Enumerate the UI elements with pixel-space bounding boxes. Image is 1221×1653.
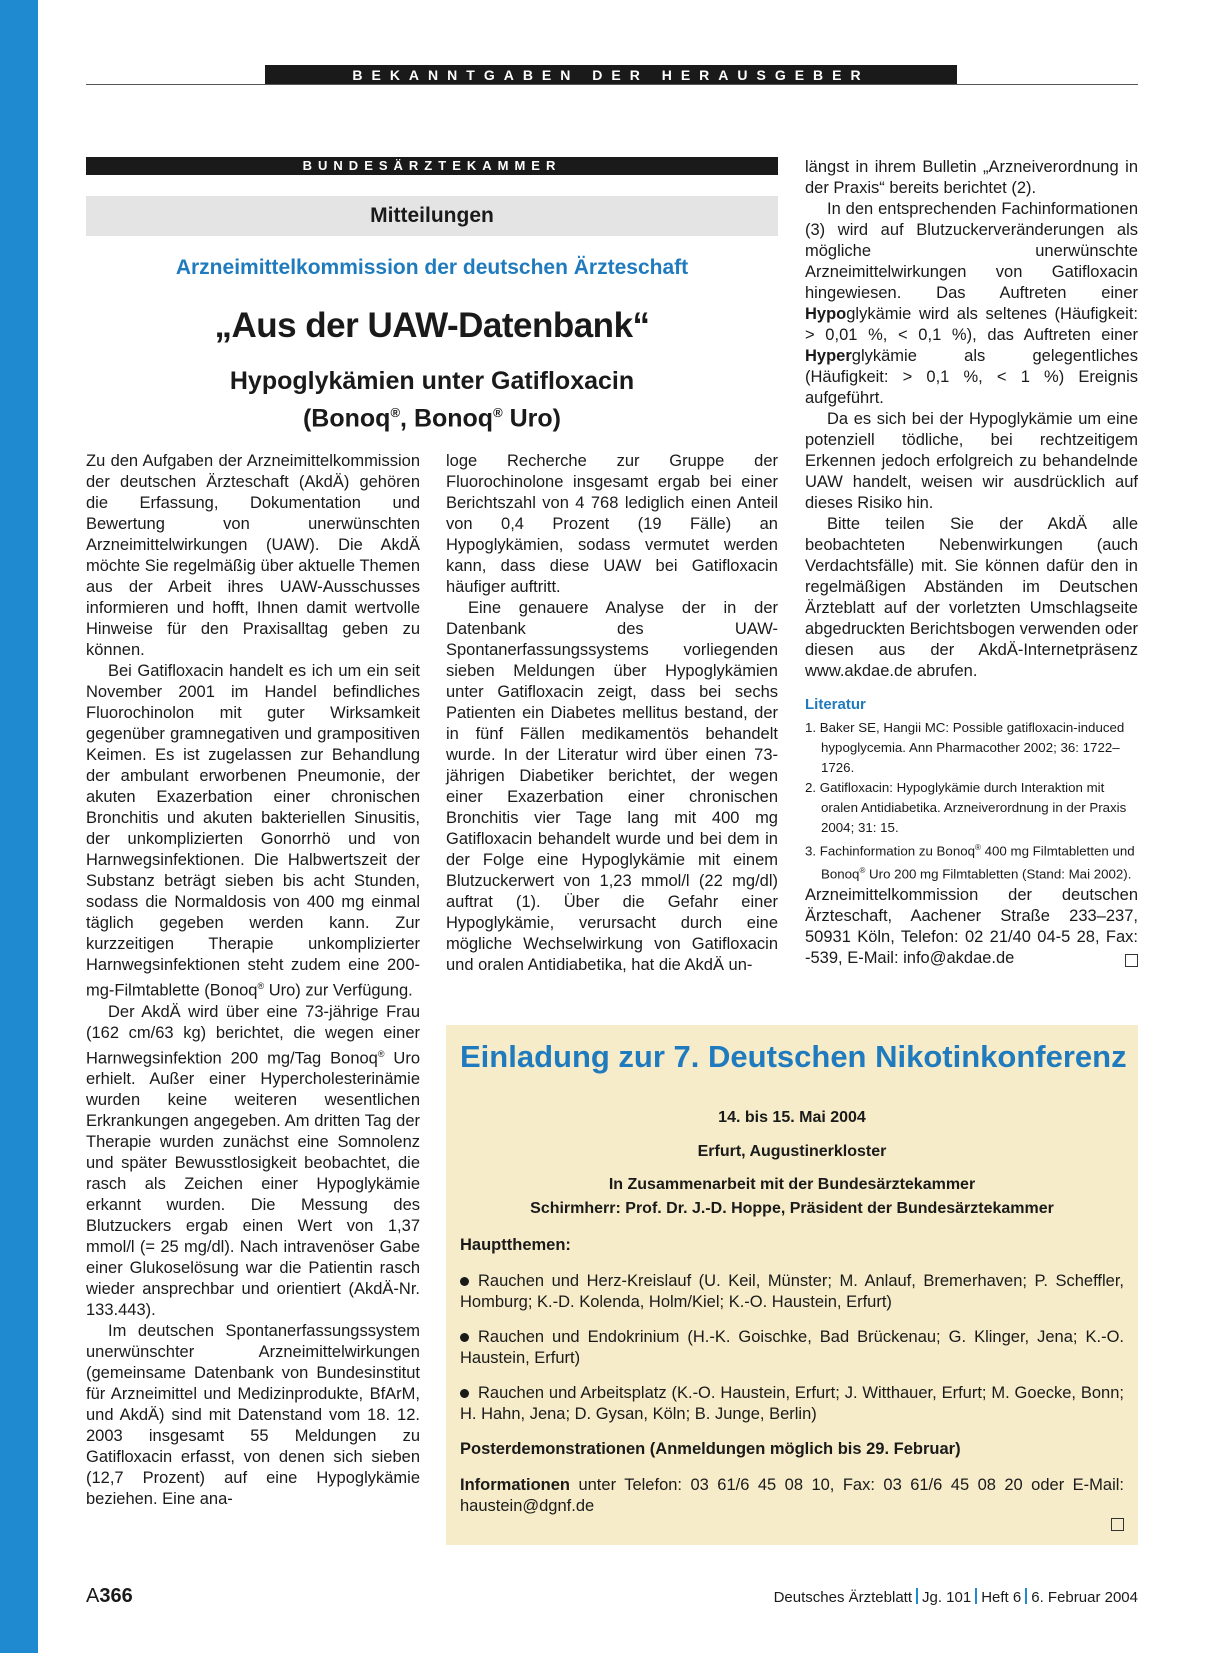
end-mark-icon xyxy=(1111,1518,1124,1531)
paragraph: Da es sich bei der Hypoglykämie um eine potenziell tödliche, bei rechtzeitigem Erkennen jedoch erfolgreich zu behandelnde UAW handelt, weisen wir ausdrücklich auf dieses Risiko hin. xyxy=(805,410,1138,512)
body-column-3 xyxy=(805,157,1138,969)
bullet-icon xyxy=(460,1277,469,1286)
conference-place: Erfurt, Augustinerkloster xyxy=(697,1143,887,1160)
theme-item: Rauchen und Endokrinium (H.-K. Goischke, Bad Brückenau; G. Klinger, Jena; K.-O. Haustein, Erfurt) xyxy=(460,1328,1124,1367)
journal-footer: Deutsches Ärzteblatt Jg. 101 Heft 6 6. Februar 2004 xyxy=(773,1589,1138,1606)
paragraph: Eine genauere Analyse der in der Datenbank des UAW-Spontanerfassungssystems vorliegenden sieben Meldungen über Hypoglykämien unter Gatifloxacin zeigt, dass bei sechs Patienten ein Diabetes mellitus bestand, der in fünf Fällen medikamentös behandelt wurde. In der Literatur wird über einen 73-jährigen Diabetiker berichtet, der wegen einer Exazerbation einer chronischen Bronchitis vier Tage lang mit 400 mg Gatifloxacin behandelt wurde und bei dem in der Folge eine Hypoglykämie mit einem Blutzuckerwert von 1,23 mmol/l (22 mg/dl) auftrat (1). Über die Gefahr einer Hypoglykämie, verursacht durch eine mögliche Wechselwirkung von Gatifloxacin und oralen Antidiabetika, hat die AkdÄ un- xyxy=(446,599,778,974)
body-column-2 xyxy=(446,451,778,976)
poster-info: Posterdemonstrationen (Anmeldungen möglich bis 29. Februar) xyxy=(460,1440,961,1458)
paragraph: Der AkdÄ wird über eine 73-jährige Frau (162 cm/63 kg) berichtet, die wegen einer Harnwegsinfektion 200 mg/Tag Bonoq® Uro erhielt. Außer einer Hypercholesterinämie wurden keine weiteren wesentlichen Erkrankungen angegeben. Am dritten Tag der Therapie wurden zunächst eine Somnolenz und später Bewusstlosigkeit beobachtet, die rasch als Zeichen einer Hypoglykämie erkannt wurden. Die Messung des Blutzuckers ergab einen Wert von 1,37 mmol/l (= 25 mg/dl). Nach intravenöser Gabe einer Glukoselösung war die Patientin rasch wieder ansprechbar und orientiert (AkdÄ-Nr. 133.443). xyxy=(86,1002,421,1319)
subtitle-line-1: Hypoglykämien unter Gatifloxacin xyxy=(229,367,635,395)
article-organization: Arzneimittelkommission der deutschen Ärzteschaft xyxy=(175,256,689,279)
paragraph: Zu den Aufgaben der Arzneimittelkommission der deutschen Ärzteschaft (AkdÄ) gehören die Erfassung, Dokumentation und Bewertung von unerwünschten Arzneimittelwirkungen (UAW). Die AkdÄ möchte Sie regelmäßig über aktuelle Themen aus der Arbeit ihres UAW-Ausschusses informieren und hofft, Ihnen damit wertvolle Hinweise für den Praxisalltag geben zu können. xyxy=(86,452,420,659)
article-title: „Aus der UAW-Datenbank“ xyxy=(214,306,650,345)
paragraph: Bitte teilen Sie der AkdÄ alle beobachteten Nebenwirkungen (auch Verdachtsfälle) mit. Sie können dafür den in regelmäßigen Abständen im Deutschen Ärzteblatt auf der vorletzten Umschlagseite abgedruckten Berichtsbogen verwenden oder diesen aus der AkdÄ-Internetpräsenz www.akdae.de abrufen. xyxy=(805,515,1138,680)
page-number: A366 xyxy=(86,1585,133,1607)
paragraph: längst in ihrem Bulletin „Arzneiverordnung in der Praxis“ bereits berichtet (2). xyxy=(805,158,1138,197)
bullet-icon xyxy=(460,1333,469,1342)
references-list xyxy=(805,718,1138,885)
paragraph: In den entsprechenden Fachinformationen (3) wird auf Blutzuckerveränderungen als mögliche unerwünschte Arzneimittelwirkungen von Gatifloxacin hingewiesen. Das Auftreten einer Hypoglykämie wird als seltenes (Häufigkeit: > 0,01 %, < 0,1 %), das Auftreten einer Hyperglykämie als gelegentliches (Häufigkeit: > 0,1 %, < 1 %) Ereignis aufgeführt. xyxy=(805,200,1138,407)
body-column-1 xyxy=(86,451,420,1510)
references-heading: Literatur xyxy=(805,696,866,713)
conference-cooperation: In Zusammenarbeit mit der Bundesärztekammer xyxy=(608,1176,976,1193)
subtitle-line-2: (Bonoq®, Bonoq® Uro) xyxy=(302,404,561,433)
conference-title: Einladung zur 7. Deutschen Nikotinkonferenz xyxy=(460,1039,1127,1074)
conference-patron: Schirmherr: Prof. Dr. J.-D. Hoppe, Präsident der Bundesärztekammer xyxy=(530,1200,1054,1217)
paragraph: Bei Gatifloxacin handelt es ich um ein seit November 2001 im Handel befindliches Fluorochinolon mit guter Wirksamkeit gegenüber gramnegativen und grampositiven Keimen. Es ist zugelassen zur Behandlung der ambulant erworbenen Pneumonie, der akuten Exazerbation einer chronischen Bronchitis und akuten bakteriellen Sinusitis, der unkomplizierten Gonorrhö und von Harnwegsinfektionen. Die Halbwertszeit der Substanz beträgt sieben bis acht Stunden, sodass die Normaldosis von 400 mg einmal täglich gegeben werden kann. Zur kurzzeitigen Therapie unkomplizierter Harnwegsinfektionen steht zudem eine 200-mg-Filmtablette (Bonoq® Uro) zur Verfügung. xyxy=(86,662,420,1000)
contact-info: Arzneimittelkommission der deutschen Ärzteschaft, Aachener Straße 233–237, 50931 Köln, Telefon: 02 21/40 04-5 28, Fax: -539, E-Mail: info@akdae.de xyxy=(805,885,1138,967)
theme-item: Rauchen und Arbeitsplatz (K.-O. Haustein, Erfurt; J. Witthauer, Erfurt; M. Goecke, Bonn; H. Hahn, Jena; D. Gysan, Köln; B. Junge, Berlin) xyxy=(460,1384,1124,1423)
header-rule xyxy=(86,84,1138,85)
article-subtitle xyxy=(86,365,778,434)
reference-item: 3. Fachinformation zu Bonoq® 400 mg Filmtabletten und Bonoq® Uro 200 mg Filmtabletten (Stand: Mai 2002). xyxy=(805,843,1135,882)
section-title: Mitteilungen xyxy=(86,196,778,236)
left-color-bar xyxy=(0,0,38,1653)
bullet-icon xyxy=(460,1389,469,1398)
paragraph: loge Recherche zur Gruppe der Fluorochinolone insgesamt ergab bei einer Berichtszahl von 4 768 lediglich einen Anteil von 0,4 Prozent (19 Fälle) an Hypoglykämien, sodass vermutet werden kann, dass diese UAW bei Gatifloxacin häufiger auftritt. xyxy=(446,452,778,596)
conference-box xyxy=(446,1025,1138,1545)
conference-date: 14. bis 15. Mai 2004 xyxy=(718,1109,866,1126)
reference-item: 2. Gatifloxacin: Hypoglykämie durch Interaktion mit oralen Antidiabetika. Arzneiverordnung in der Praxis 2004; 31: 15. xyxy=(805,780,1127,835)
contact-line: Informationen unter Telefon: 03 61/6 45 08 10, Fax: 03 61/6 45 08 20 oder E-Mail: haustein@dgnf.de xyxy=(460,1476,1124,1515)
header-band: BEKANNTGABEN DER HERAUSGEBER xyxy=(265,65,957,85)
theme-item: Rauchen und Herz-Kreislauf (U. Keil, Münster; M. Anlauf, Bremerhaven; P. Scheffler, Homburg; K.-D. Kolenda, Holm/Kiel; K.-O. Haustein, Erfurt) xyxy=(460,1272,1124,1311)
themes-heading: Hauptthemen: xyxy=(460,1236,571,1254)
section-band: BUNDESÄRZTEKAMMER xyxy=(86,157,778,175)
paragraph: Im deutschen Spontanerfassungssystem unerwünschter Arzneimittelwirkungen (gemeinsame Datenbank von Bundesinstitut für Arzneimittel und Medizinprodukte, BfArM, und AkdÄ) sind mit Datenstand vom 18. 12. 2003 insgesamt 55 Meldungen zu Gatifloxacin erfasst, von denen sich sieben (12,7 Prozent) auf eine Hypoglykämie beziehen. Eine ana- xyxy=(86,1322,420,1508)
end-mark-icon xyxy=(1125,954,1138,967)
reference-item: 1. Baker SE, Hangii MC: Possible gatifloxacin-induced hypoglycemia. Ann Pharmacother 2002; 36: 1722–1726. xyxy=(805,720,1125,775)
